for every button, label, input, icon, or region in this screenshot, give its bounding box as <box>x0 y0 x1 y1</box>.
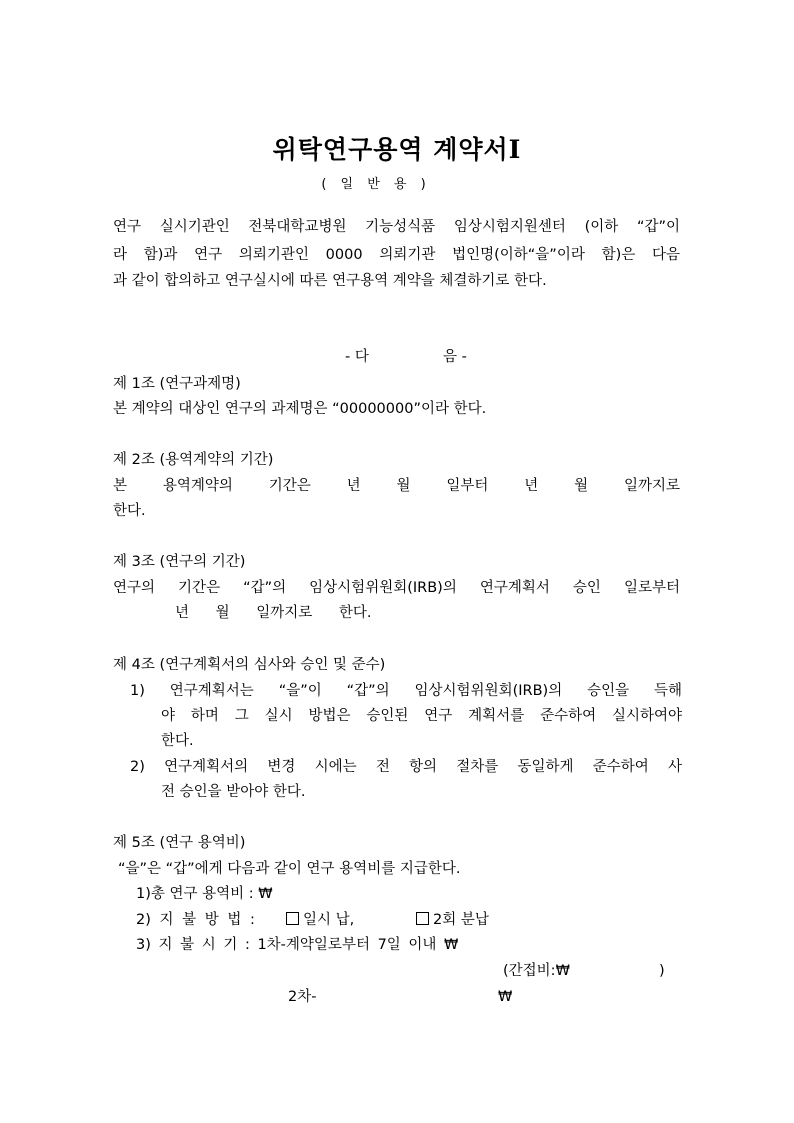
indirect-cost-close: ) <box>659 963 665 979</box>
intro-line-3: 과 같이 합의하고 연구실시에 따른 연구용역 계약을 체결하기로 한다. <box>113 273 547 289</box>
article-4-item-1-line-3: 한다. <box>161 733 194 749</box>
document-subtitle: ( 일 반 용 ) <box>321 177 431 192</box>
article-4-item-1-line-2: 야 하며 그 실시 방법은 승인된 연구 계획서를 준수하여 실시하여야 <box>161 708 682 724</box>
article-1-heading: 제 1조 (연구과제명) <box>113 376 241 392</box>
document-title: 위탁연구용역 계약서Ⅰ <box>272 135 522 164</box>
article-3-heading: 제 3조 (연구의 기간) <box>113 554 246 570</box>
article-1-body: 본 계약의 대상인 연구의 과제명은 “00000000”이라 한다. <box>113 401 487 417</box>
indirect-cost-open: (간접비:₩ <box>503 963 570 979</box>
intro-line-1: 연구 실시기관인 전북대학교병원 기능성식품 임상시험지원센터 (이하 “갑”이 <box>113 219 680 235</box>
article-5-timing: 3) 지 불 시 기 : 1차-계약일로부터 7일 이내 ₩ <box>136 937 459 953</box>
article-5-heading: 제 5조 (연구 용역비) <box>113 835 246 851</box>
article-2-line-1: 본 용역계약의 기간은 년 월 일부터 년 월 일까지로 <box>113 478 680 494</box>
article-2-heading: 제 2조 (용역계약의 기간) <box>113 452 274 468</box>
article-5-method-option-1 <box>286 910 354 930</box>
checkbox-lump-sum[interactable] <box>286 912 299 925</box>
article-5-second-payment: 2차- <box>288 989 317 1005</box>
article-5-body: “을”은 “갑”에게 다음과 같이 연구 용역비를 지급한다. <box>118 861 461 877</box>
article-4-heading: 제 4조 (연구계획서의 심사와 승인 및 준수) <box>113 657 386 673</box>
intro-line-2: 라 함)과 연구 의뢰기관인 0000 의뢰기관 법인명(이하“을”이라 함)은 다음 <box>113 247 680 263</box>
article-4-item-1-line-1: 1) 연구계획서는 “을”이 “갑”의 임상시험위원회(IRB)의 승인을 득해 <box>130 683 682 699</box>
article-5-method-option-2 <box>416 910 489 930</box>
article-4-item-2-line-2: 전 승인을 받아야 한다. <box>161 784 306 800</box>
article-5-method-label: 2) 지 불 방 법 : <box>136 912 255 928</box>
separator-left: - 다 <box>345 349 369 365</box>
method-option-2-label: 2회 분납 <box>433 912 489 928</box>
article-5-total: 1)총 연구 용역비 : ₩ <box>136 886 273 902</box>
article-2-line-2: 한다. <box>113 503 146 519</box>
article-4-item-2-line-1: 2) 연구계획서의 변경 시에는 전 항의 절차를 동일하게 준수하여 사 <box>130 759 682 775</box>
second-payment-won: ₩ <box>498 989 513 1005</box>
checkbox-two-installments[interactable] <box>416 912 429 925</box>
article-3-line-1: 연구의 기간은 “갑”의 임상시험위원회(IRB)의 연구계획서 승인 일로부터 <box>113 580 680 596</box>
article-3-line-2: 년 월 일까지로 한다. <box>175 605 372 621</box>
method-option-1-label: 일시 납, <box>303 912 355 928</box>
separator-right: 음 - <box>443 349 467 365</box>
